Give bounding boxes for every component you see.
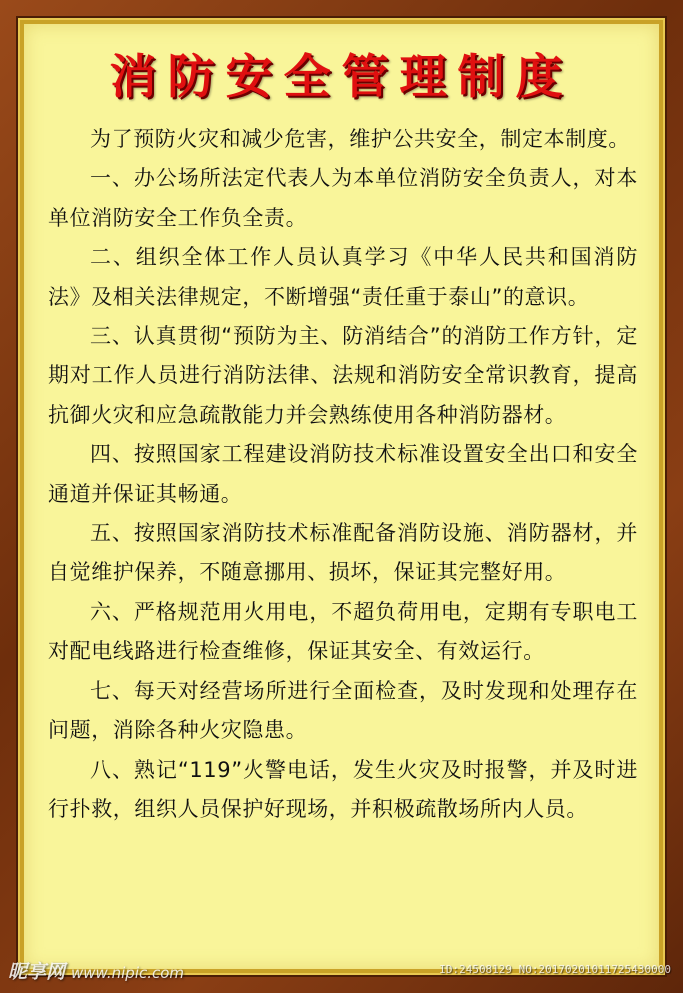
rule-paragraph-4: 四、按照国家工程建设消防技术标准设置安全出口和安全通道并保证其畅通。	[48, 442, 638, 506]
rule-paragraph-8: 八、熟记“119”火警电话，发生火灾及时报警，并及时进行扑救，组织人员保护好现场，并积极疏散场所内人员。	[48, 757, 638, 821]
intro-paragraph: 为了预防火灾和减少危害，维护公共安全，制定本制度。	[90, 127, 630, 151]
rule-paragraph-2: 二、组织全体工作人员认真学习《中华人民共和国消防法》及相关法律规定，不断增强“责任重于泰山”的意识。	[48, 245, 638, 309]
regulation-body	[48, 120, 638, 829]
rule-paragraph-3: 三、认真贯彻“预防为主、防消结合”的消防工作方针，定期对工作人员进行消防法律、法规和消防安全常识教育，提高抗御火灾和应急疏散能力并会熟练使用各种消防器材。	[48, 324, 638, 427]
rule-paragraph-5: 五、按照国家消防技术标准配备消防设施、消防器材，并自觉维护保养，不随意挪用、损坏，保证其完整好用。	[48, 521, 638, 585]
image-id-label: ID:24508129 NO:20170201011725430000	[439, 963, 671, 976]
rule-paragraph-1: 一、办公场所法定代表人为本单位消防安全负责人，对本单位消防安全工作负全责。	[48, 166, 638, 230]
watermark-url: www.nipic.com	[71, 964, 185, 982]
watermark-logo	[8, 957, 184, 984]
watermark-brand: 昵享网	[8, 961, 66, 983]
rule-paragraph-6: 六、严格规范用火用电，不超负荷用电，定期有专职电工对配电线路进行检查维修，保证其安全、有效运行。	[48, 599, 638, 664]
page-title: 消防安全管理制度	[109, 50, 574, 105]
rule-paragraph-7: 七、每天对经营场所进行全面检查，及时发现和处理存在问题，消除各种火灾隐患。	[48, 678, 638, 743]
